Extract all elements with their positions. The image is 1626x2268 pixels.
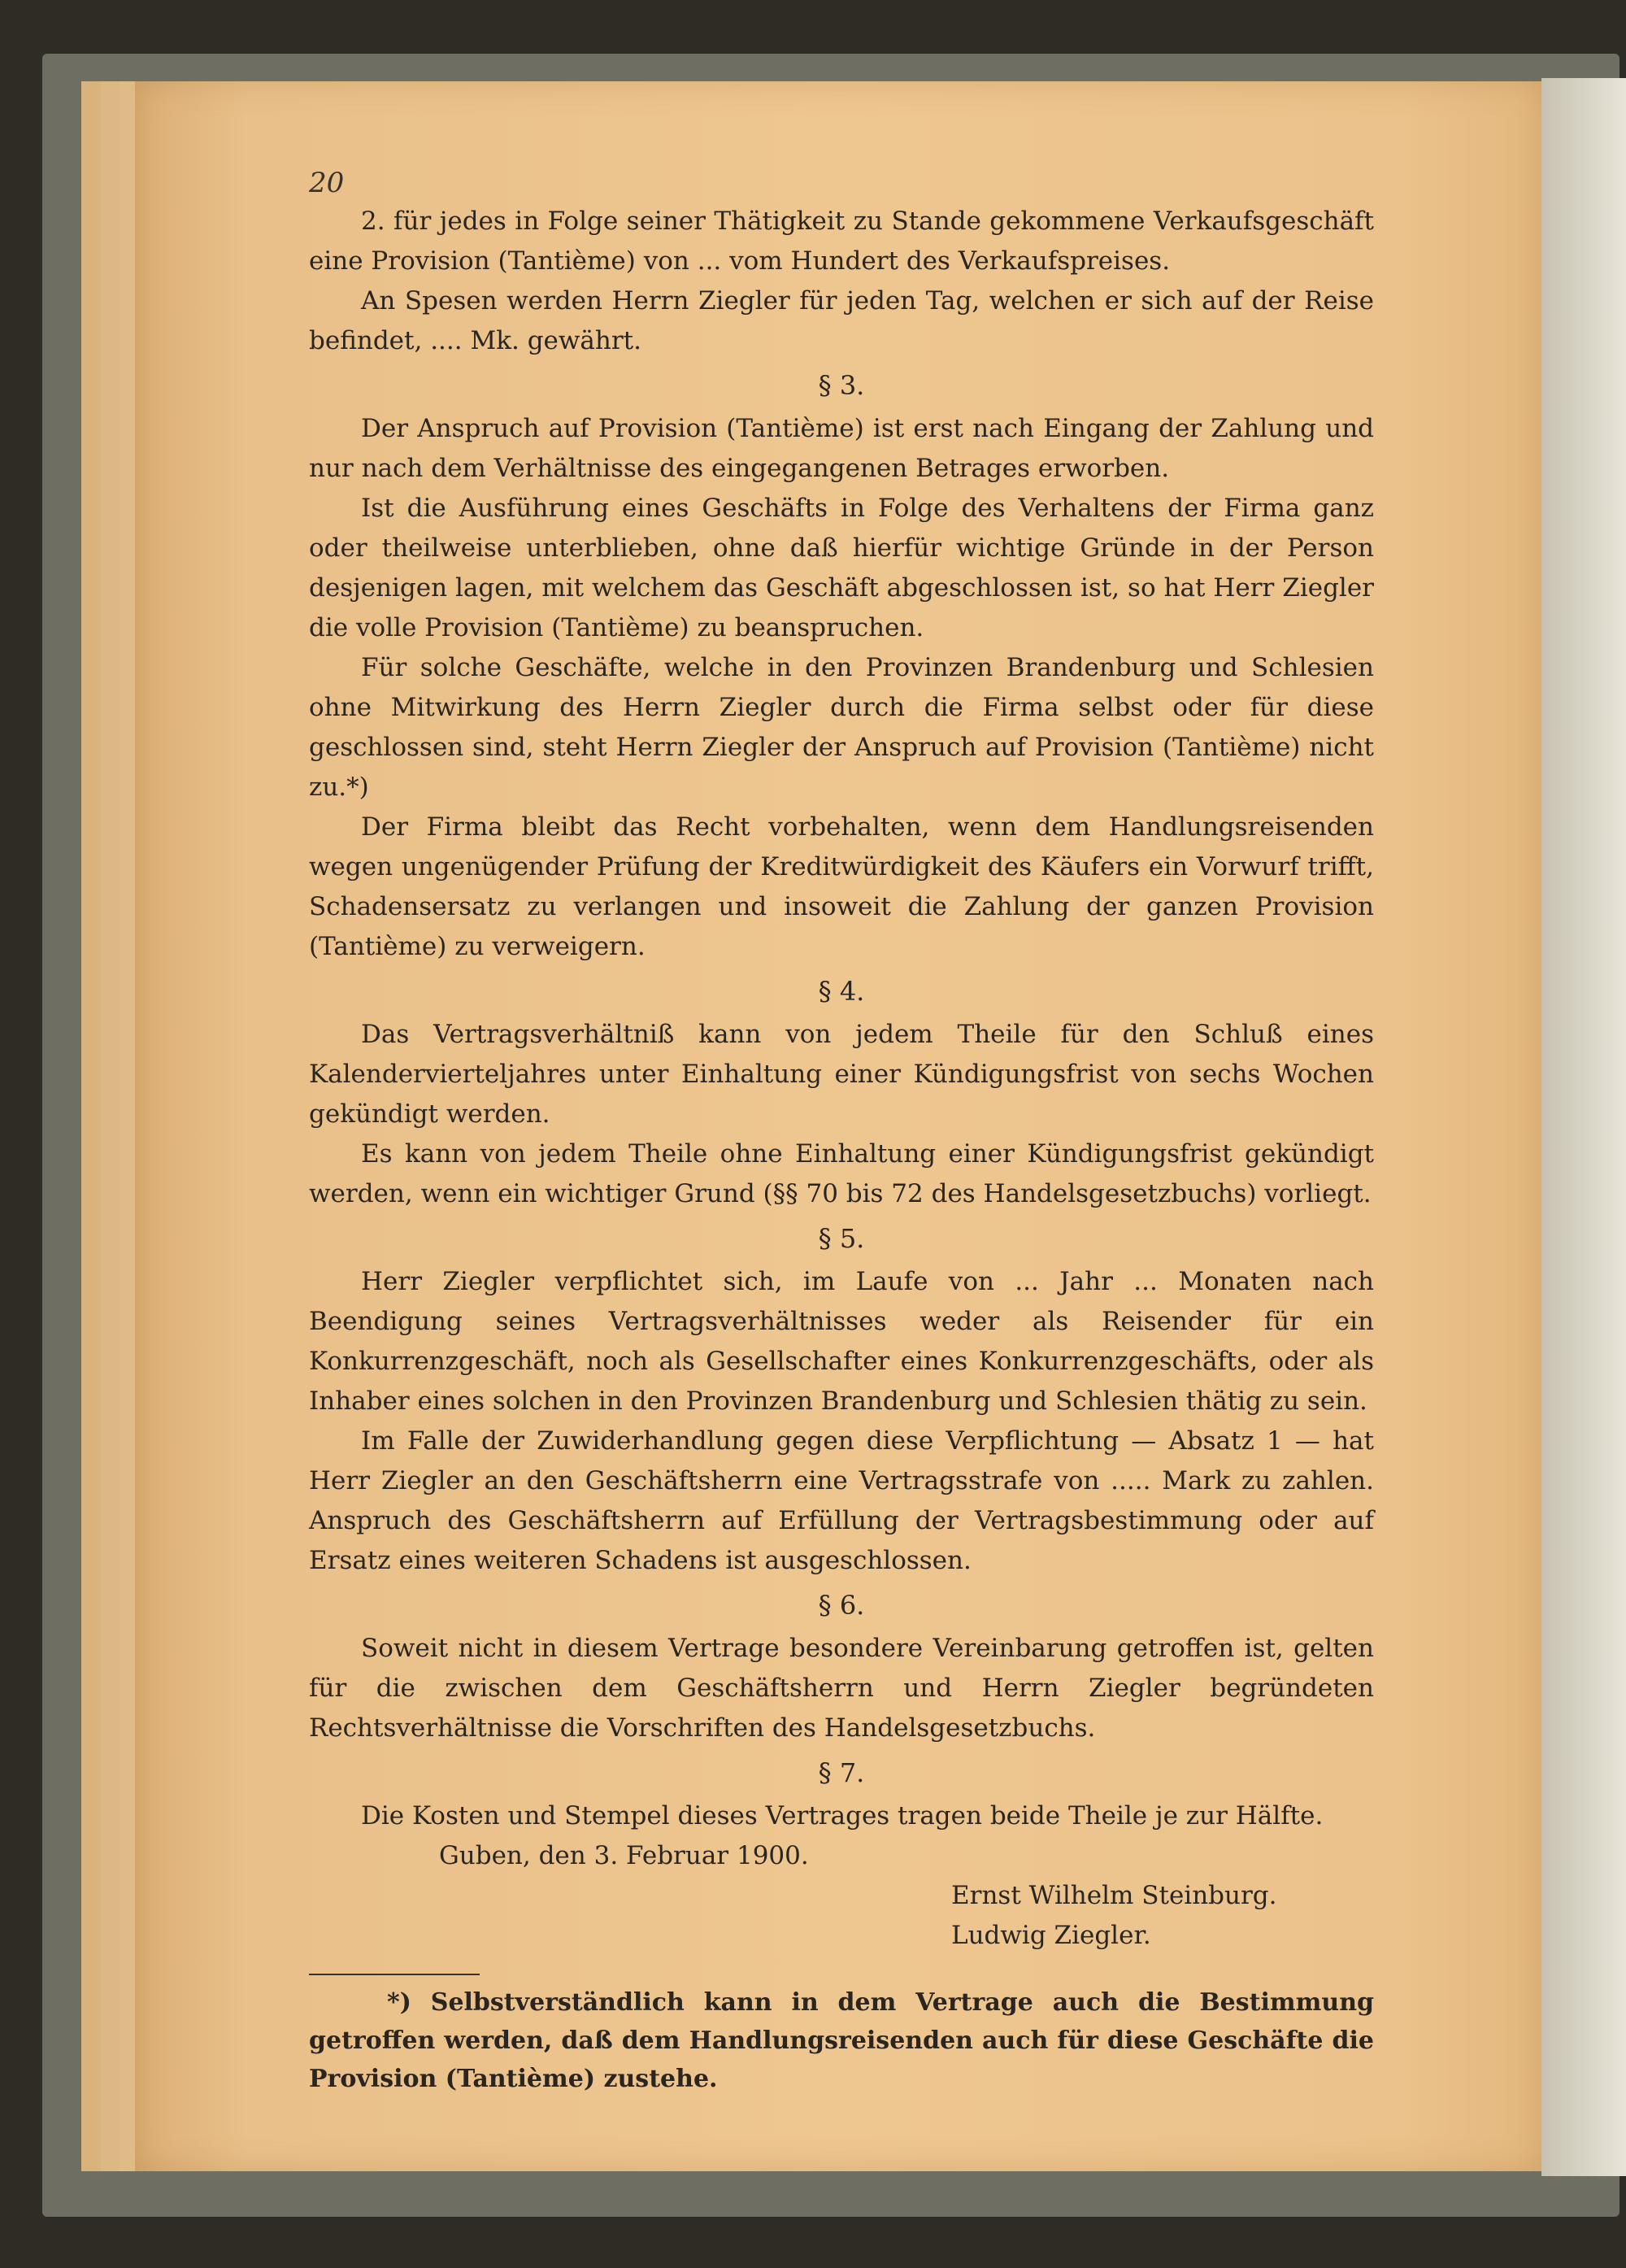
signature-1: Ernst Wilhelm Steinburg.: [951, 1881, 1277, 1910]
footnote-rule: [309, 1974, 480, 1975]
paragraph: Die Kosten und Stempel dieses Vertrages tragen beide Theile je zur Hälfte.: [361, 1801, 1324, 1831]
clause-2-item: 2. für jedes in Folge seiner Thätigkeit zu Stande gekommene Verkaufsgeschäft eine Provision (Tantième) von ... vom Hundert des Verkaufspreises.: [309, 207, 1374, 276]
place-date: Guben, den 3. Februar 1900.: [439, 1841, 809, 1870]
clause-2-expenses: An Spesen werden Herrn Ziegler für jeden Tag, welchen er sich auf der Reise befindet, .... Mk. gewährt.: [309, 286, 1374, 355]
paragraph: Herr Ziegler verpflichtet sich, im Laufe von ... Jahr ... Monaten nach Beendigung seines Vertragsverhältnisses weder als Reisender für ein Konkurrenzgeschäft, noch als Gesellschafter eines Konkurrenzgeschäfts, oder als Inhaber eines solchen in den Provinzen Brandenburg und Schlesien thätig zu sein.: [309, 1267, 1374, 1416]
section-heading: § 6.: [818, 1590, 865, 1621]
section-heading: § 4.: [818, 976, 865, 1007]
paragraph: Ist die Ausführung eines Geschäfts in Folge des Verhaltens der Firma ganz oder theilweise unterblieben, ohne daß hierfür wichtige Gründe in der Person desjenigen lagen, mit welchem das Geschäft abgeschlossen ist, so hat Herr Ziegler die volle Provision (Tantième) zu beanspruchen.: [309, 494, 1374, 642]
paragraph: Es kann von jedem Theile ohne Einhaltung einer Kündigungsfrist gekündigt werden, wenn ein wichtiger Grund (§§ 70 bis 72 des Handelsgesetzbuchs) vorliegt.: [309, 1139, 1374, 1208]
section-heading: § 5.: [818, 1223, 865, 1254]
paragraph: Der Firma bleibt das Recht vorbehalten, wenn dem Handlungsreisenden wegen ungenügender Prüfung der Kreditwürdigkeit des Käufers ein Vorwurf trifft, Schadensersatz zu verlangen und insoweit die Zahlung der ganzen Provision (Tantième) zu verweigern.: [309, 812, 1374, 961]
page-body: [309, 155, 1374, 2098]
paragraph: Im Falle der Zuwiderhandlung gegen diese Verpflichtung — Absatz 1 — hat Herr Ziegler an den Geschäftsherrn eine Vertragsstrafe von ..... Mark zu zahlen. Anspruch des Geschäftsherrn auf Erfüllung der Vertragsbestimmung oder auf Ersatz eines weiteren Schadens ist ausgeschlossen.: [309, 1426, 1374, 1575]
page-number: 20: [309, 167, 345, 199]
section-heading: § 3.: [818, 370, 865, 401]
footnote: *) Selbstverständlich kann in dem Vertrage auch die Bestimmung getroffen werden, daß dem Handlungsreisenden auch für diese Geschäfte die Provision (Tantième) zustehe.: [309, 1988, 1374, 2093]
paragraph: Der Anspruch auf Provision (Tantième) ist erst nach Eingang der Zahlung und nur nach dem Verhältnisse des eingegangenen Betrages erworben.: [309, 414, 1374, 483]
paragraph: Für solche Geschäfte, welche in den Provinzen Brandenburg und Schlesien ohne Mitwirkung des Herrn Ziegler durch die Firma selbst oder für diese geschlossen sind, steht Herrn Ziegler der Anspruch auf Provision (Tantième) nicht zu.*): [309, 653, 1374, 802]
section-heading: § 7.: [818, 1757, 865, 1788]
paragraph: Soweit nicht in diesem Vertrage besondere Vereinbarung getroffen ist, gelten für die zwischen dem Geschäftsherrn und Herrn Ziegler begründeten Rechtsverhältnisse die Vorschriften des Handelsgesetzbuchs.: [309, 1634, 1374, 1743]
signature-2: Ludwig Ziegler.: [951, 1921, 1151, 1950]
paragraph: Das Vertragsverhältniß kann von jedem Theile für den Schluß eines Kalendervierteljahres unter Einhaltung einer Kündigungsfrist von sechs Wochen gekündigt werden.: [309, 1020, 1374, 1129]
facing-page-edge: [1541, 78, 1626, 2176]
